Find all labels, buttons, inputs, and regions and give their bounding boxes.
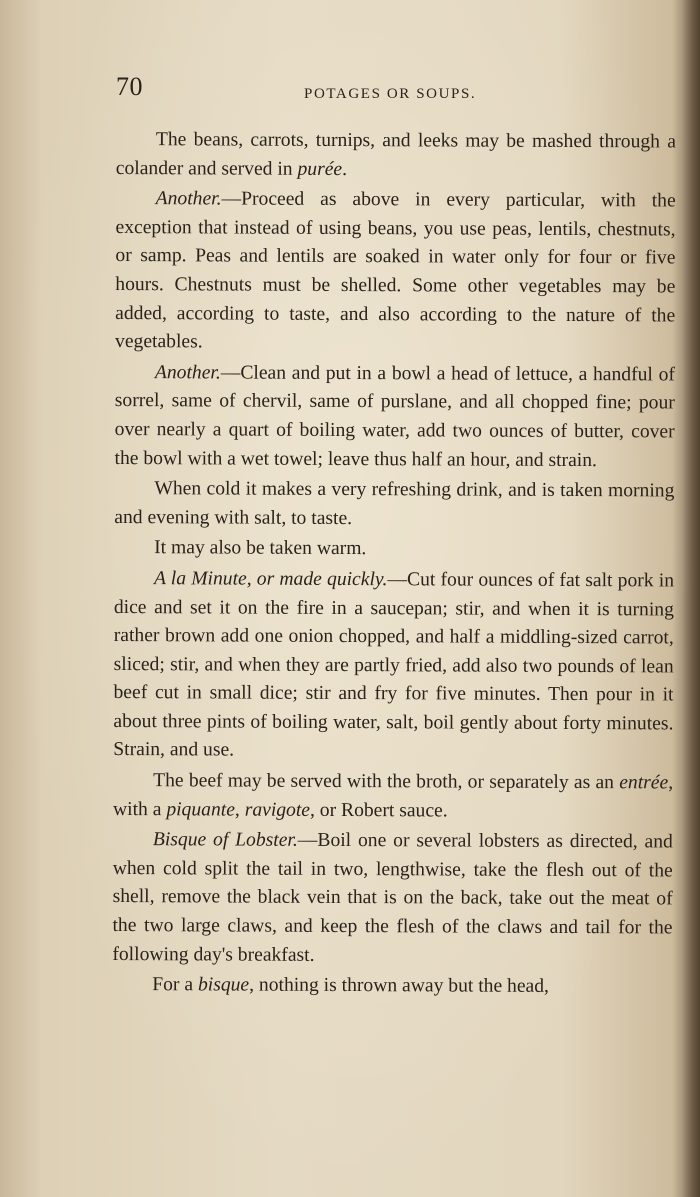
paragraph-a-la-minute: A la Minute, or made quickly.—Cut four ounces of fat salt pork in dice and set it on the fire in a saucepan; stir, and when it is turning rather brown add one onion chopped, and half a middling-sized carrot, sliced; stir, and when they are partly fried, add also two pounds of lean beef cut in small dice; stir and fry for five minutes. Then pour in it about three pints of boiling water, salt, boil gently about forty minutes. Strain, and use. — [113, 568, 675, 761]
recipe-title: Another. — [154, 361, 221, 384]
paragraph-bisque-of-lobster: Bisque of Lobster.—Boil one or several lobsters as directed, and when cold split the tail in two, lengthwise, take the flesh out of the shell, remove the black vein that is on the back, take out the meat of the two large claws, and keep the flesh of the claws and tail for the following day's breakfast. — [112, 829, 673, 966]
page-header — [116, 72, 672, 112]
paragraph-mashed-beans: The beans, carrots, turnips, and leeks may be mashed through a colander and served in purée. — [115, 129, 676, 180]
italic-term: bisque — [197, 974, 250, 996]
italic-term: purée — [297, 158, 343, 180]
paragraph-refreshing-drink: When cold it makes a very refreshing drink, and is taken morning and evening with salt, to taste. — [114, 478, 675, 529]
recipe-title: Bisque of Lobster. — [152, 829, 298, 852]
italic-term: entrée — [619, 772, 669, 794]
recipe-title: Another. — [155, 188, 222, 210]
paragraph-for-a-bisque: For a bisque, nothing is thrown away but the head, — [152, 974, 550, 998]
running-head: POTAGES OR SOUPS. — [304, 86, 477, 102]
italic-term: piquante — [166, 798, 235, 821]
paragraph-beef-served: The beef may be served with the broth, or separately as an entrée, with a piquante, ravigote, or Robert sauce. — [112, 770, 674, 822]
paragraph-another-1: Another.—Proceed as above in every particular, with the exception that instead of using beans, you use peas, lentils, chestnuts, or samp. Peas and lentils are soaked in water only for four or five hours. Chestnuts must be shelled. Some other vegetables may be added, according to taste, and also according to the nature of the vegetables. — [115, 188, 676, 353]
page-number: 70 — [116, 72, 143, 101]
paragraph-another-2: Another.—Clean and put in a bowl a head of lettuce, a handful of sorrel, same of chervil, same of purslane, and all chopped fine; pour over nearly a quart of boiling water, add two ounces of butter, cover the bowl with a wet towel; leave thus half an hour, and strain. — [114, 361, 675, 471]
italic-term: ravigote — [244, 799, 311, 821]
recipe-title: A la Minute, or made quickly. — [153, 568, 388, 591]
body-text — [112, 126, 676, 1002]
paragraph-taken-warm: It may also be taken warm. — [154, 537, 367, 560]
